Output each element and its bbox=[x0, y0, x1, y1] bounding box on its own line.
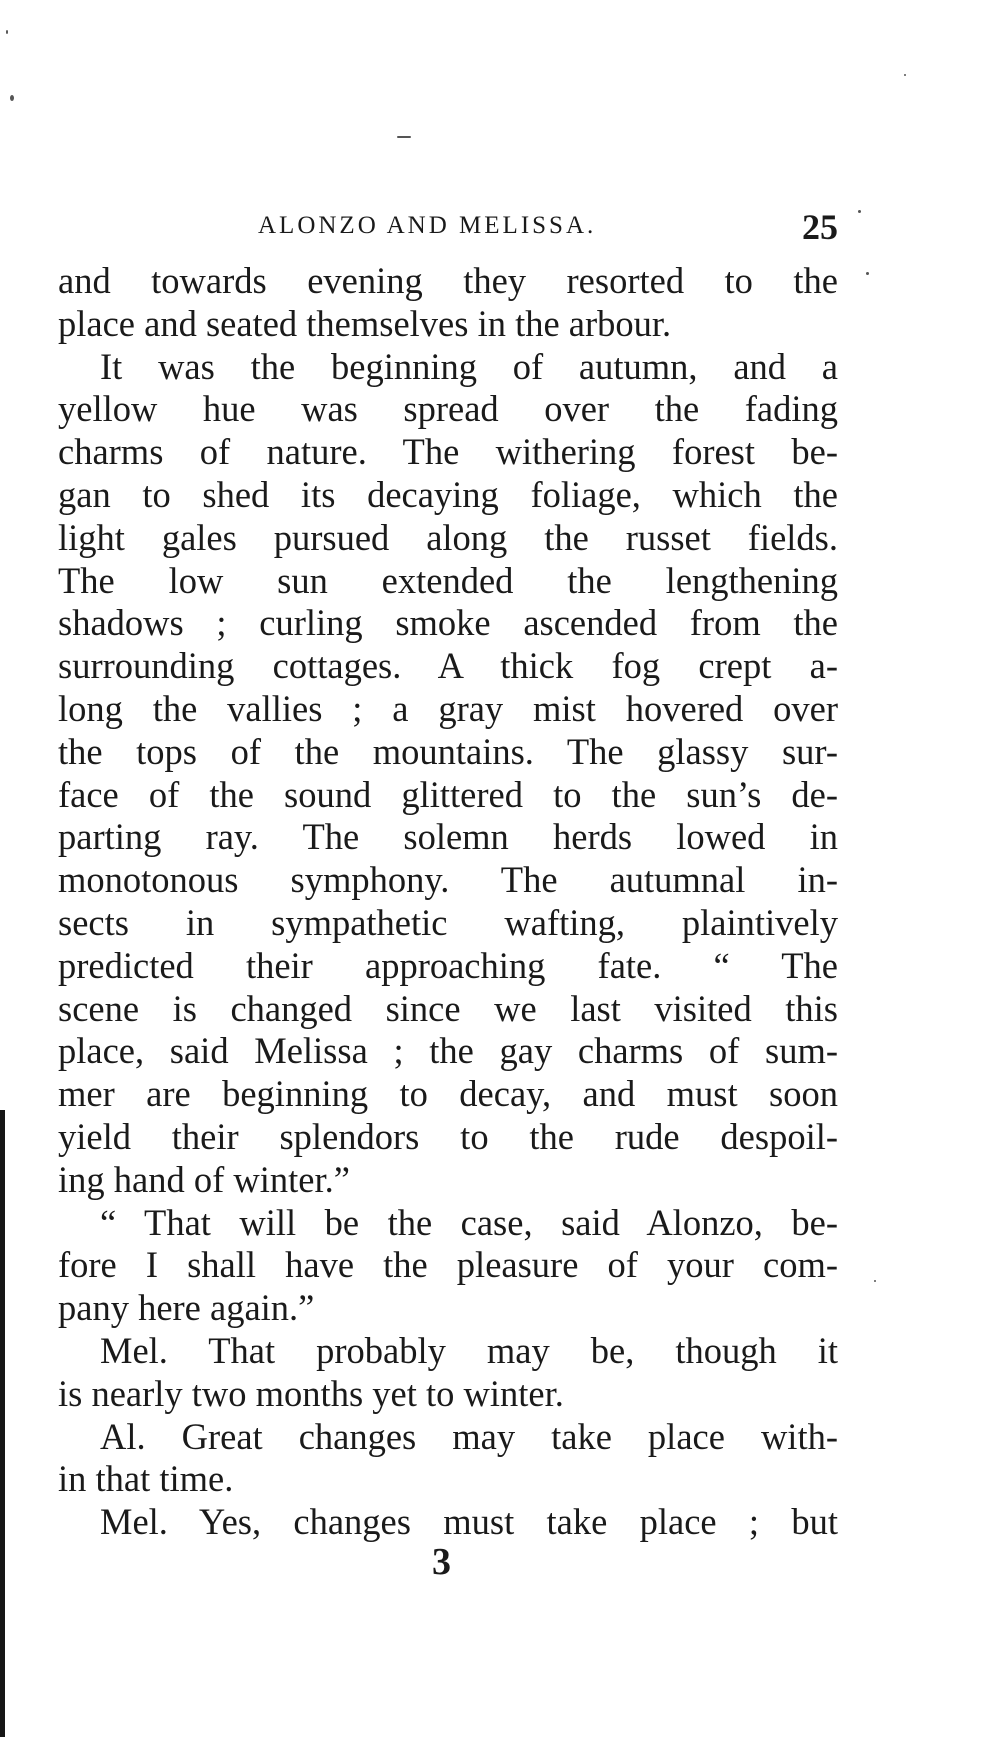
text-line: surrounding cottages. A thick fog crept a- bbox=[58, 645, 838, 687]
text-line: The low sun extended the lengthening bbox=[58, 559, 838, 601]
text-line: yield their splendors to the rude despoil- bbox=[58, 1115, 838, 1157]
paper-speck bbox=[904, 74, 906, 76]
text-line: the tops of the mountains. The glassy sur- bbox=[58, 730, 838, 772]
text-line: ing hand of winter.” bbox=[58, 1158, 350, 1200]
text-line: mer are beginning to decay, and must soon bbox=[58, 1073, 838, 1115]
text-line: monotonous symphony. The autumnal in- bbox=[58, 859, 838, 901]
page-number: 25 bbox=[802, 207, 838, 247]
text-line: in that time. bbox=[58, 1458, 234, 1500]
paper-speck bbox=[858, 210, 861, 213]
page-header bbox=[258, 206, 838, 256]
text-line: sects in sympathetic wafting, plaintively bbox=[58, 901, 838, 943]
paper-speck bbox=[397, 136, 411, 138]
text-line: pany here again.” bbox=[58, 1287, 315, 1329]
text-line: predicted their approaching fate. “ The bbox=[58, 944, 838, 986]
paper-speck bbox=[874, 1280, 876, 1282]
text-line: light gales pursued along the russet fields. bbox=[58, 516, 838, 558]
text-line: face of the sound glittered to the sun’s de- bbox=[58, 773, 838, 815]
body-text bbox=[58, 260, 838, 1544]
text-line: place and seated themselves in the arbour. bbox=[58, 302, 672, 344]
text-line: gan to shed its decaying foliage, which the bbox=[58, 473, 838, 515]
text-line: fore I shall have the pleasure of your com- bbox=[58, 1244, 838, 1286]
text-line: Mel. That probably may be, though it bbox=[100, 1329, 838, 1371]
paper-speck bbox=[6, 30, 8, 34]
page-edge-shadow bbox=[0, 1110, 5, 1737]
text-line: and towards evening they resorted to the bbox=[58, 260, 838, 301]
paper-speck bbox=[10, 95, 14, 101]
text-line: place, said Melissa ; the gay charms of sum- bbox=[58, 1030, 838, 1072]
text-line: is nearly two months yet to winter. bbox=[58, 1372, 564, 1414]
text-line: shadows ; curling smoke ascended from the bbox=[58, 602, 838, 644]
text-line: Mel. Yes, changes must take place ; but bbox=[100, 1501, 838, 1543]
text-line: “ That will be the case, said Alonzo, be- bbox=[100, 1201, 838, 1243]
text-line: parting ray. The solemn herds lowed in bbox=[58, 816, 838, 858]
text-line: Al. Great changes may take place with- bbox=[100, 1415, 838, 1457]
signature-mark: 3 bbox=[432, 1541, 451, 1583]
text-line: It was the beginning of autumn, and a bbox=[100, 345, 838, 387]
text-line: scene is changed since we last visited this bbox=[58, 987, 838, 1029]
text-line: long the vallies ; a gray mist hovered over bbox=[58, 687, 838, 729]
text-line: yellow hue was spread over the fading bbox=[58, 388, 838, 430]
paper-speck bbox=[866, 272, 869, 275]
text-line: charms of nature. The withering forest be- bbox=[58, 431, 838, 473]
running-title: ALONZO AND MELISSA. bbox=[258, 212, 597, 239]
